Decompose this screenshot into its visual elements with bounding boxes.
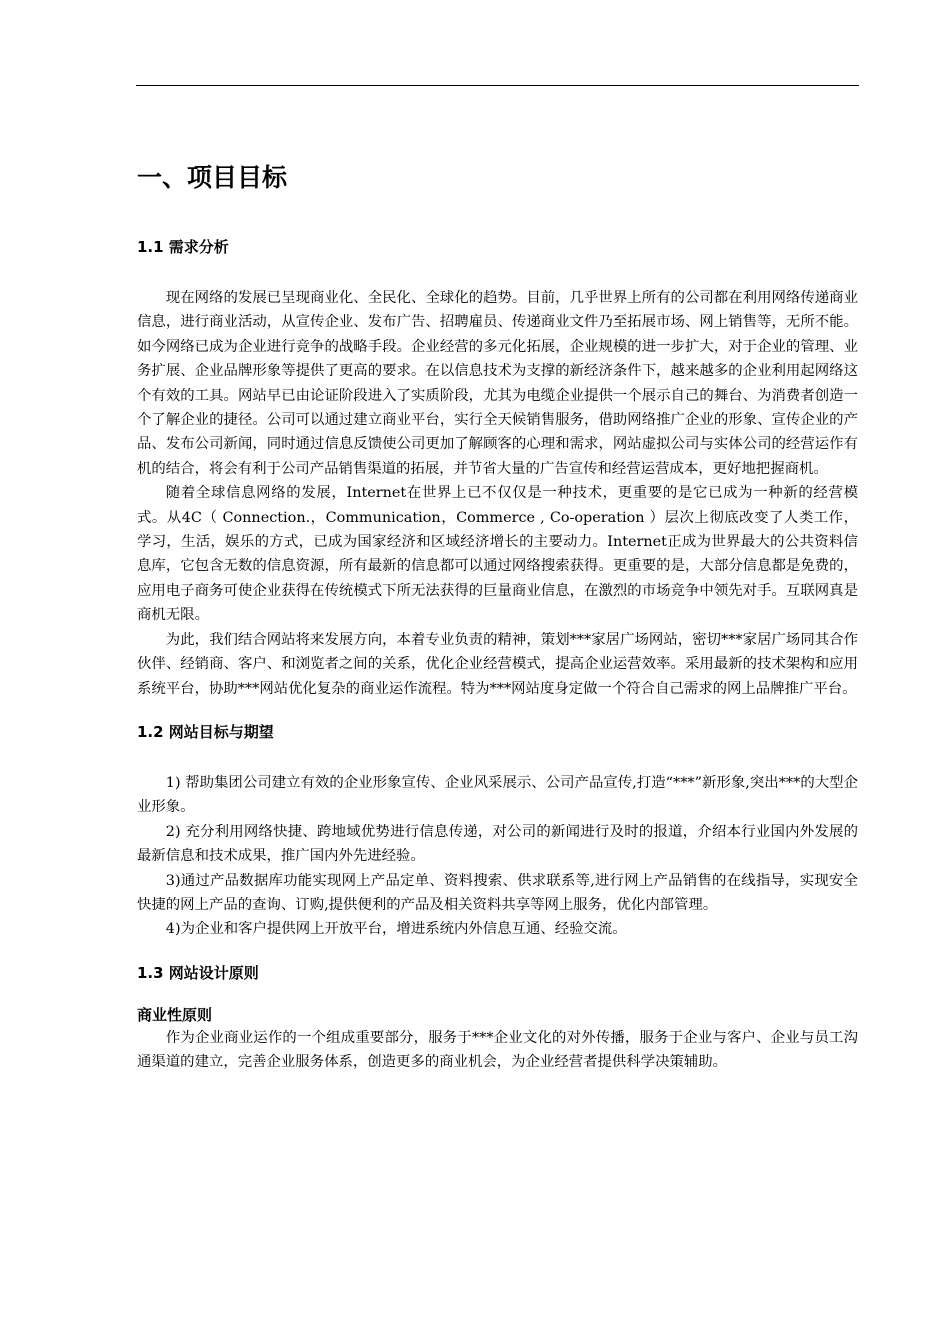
paragraph: 现在网络的发展已呈现商业化、全民化、全球化的趋势。目前，几乎世界上所有的公司都在利用网络传递商业信息，进行商业活动，从宣传企业、发布广告、招聘雇员、传递商业文件乃至拓展市场、网上销售等，无所不能。如今网络已成为企业进行竞争的战略手段。企业经营的多元化拓展，企业规模的进一步扩大，对于企业的管理、业务扩展、企业品牌形象等提供了更高的要求。在以信息技术为支撑的新经济条件下，越来越多的企业利用起网络这个有效的工具。网站早已由论证阶段进入了实质阶段，尤其为电缆企业提供一个展示自己的舞台、为消费者创造一个了解企业的捷径。公司可以通过建立商业平台，实行全天候销售服务，借助网络推广企业的形象、宣传企业的产品、发布公司新闻，同时通过信息反馈使公司更加了解顾客的心理和需求，网站虚拟公司与实体公司的经营运作有机的结合，将会有利于公司产品销售渠道的拓展，并节省大量的广告宣传和经营运营成本，更好地把握商机。 <box>137 290 858 477</box>
paragraph: 作为企业商业运作的一个组成重要部分，服务于***企业文化的对外传播，服务于企业与客户、企业与员工沟通渠道的建立，完善企业服务体系，创造更多的商业机会，为企业经营者提供科学决策辅助。 <box>137 1029 858 1071</box>
list-item: 4)为企业和客户提供网上开放平台，增进系统内外信息互通、经验交流。 <box>165 921 627 938</box>
header-rule <box>136 85 859 86</box>
list-item: 3)通过产品数据库功能实现网上产品定单、资料搜索、供求联系等,进行网上产品销售的在线指导，实现安全快捷的网上产品的查询、订购,提供便利的产品及相关资料共享等网上服务，优化内部管理。 <box>137 872 858 913</box>
paragraph: 为此，我们结合网站将来发展方向，本着专业负责的精神，策划***家居广场网站，密切***家居广场同其合作伙伴、经销商、客户、和浏览者之间的关系，优化企业经营模式，提高企业运营效率。采用最新的技术架构和应用系统平台，协助***网站优化复杂的商业运作流程。特为***网站度身定做一个符合自己需求的网上品牌推广平台。 <box>137 631 858 697</box>
paragraph: 随着全球信息网络的发展，Internet在世界上已不仅仅是一种技术，更重要的是它已成为一种新的经营模式。从4C（ Connection.，Communication，Commerce , Co-operation ）层次上彻底改变了人类工作，学习，生活，娱乐的方式，已成为国家经济和区域经济增长的主要动力。Internet正成为世界最大的公共资料信息库，它包含无数的信息资源，所有最新的信息都可以通过网络搜索获得。更重要的是，大部分信息都是免费的，应用电子商务可使企业获得在传统模式下所无法获得的巨量商业信息，在激烈的市场竞争中领先对手。互联网真是商机无限。 <box>137 485 858 624</box>
section-design-principles <box>137 962 858 1075</box>
document-body <box>137 160 858 1075</box>
list-item: 2) 充分利用网络快捷、跨地域优势进行信息传递，对公司的新闻进行及时的报道，介绍本行业国内外发展的最新信息和技术成果，推广国内外先进经验。 <box>137 823 858 865</box>
list-item: 1) 帮助集团公司建立有效的企业形象宣传、企业风采展示、公司产品宣传,打造“***”新形象,突出***的大型企业形象。 <box>137 774 858 816</box>
section-title: 1.3 网站设计原则 <box>137 963 259 982</box>
section-requirements-analysis <box>137 236 858 701</box>
section-title: 1.2 网站目标与期望 <box>137 722 274 741</box>
subsection-title: 商业性原则 <box>137 1005 213 1024</box>
section-site-goals <box>137 721 858 942</box>
chapter-title: 一、项目目标 <box>137 163 288 192</box>
section-title: 1.1 需求分析 <box>137 238 229 256</box>
